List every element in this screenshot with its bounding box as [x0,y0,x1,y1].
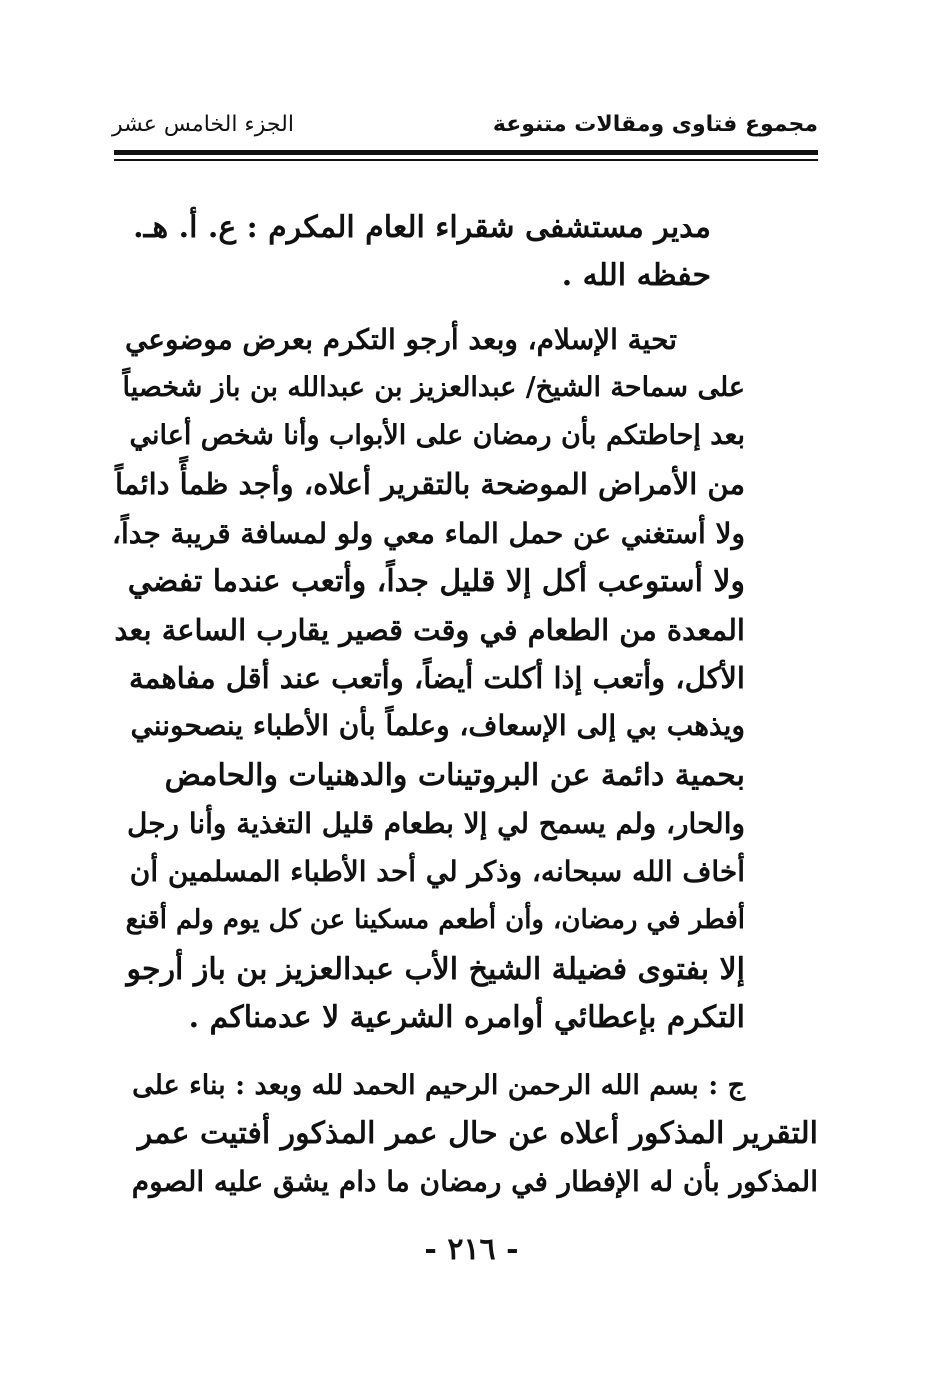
answer-line: ج : بسم الله الرحمن الرحيم الحمد لله وبعد : بناء على [132,1070,745,1101]
question-line: بحمية دائمة عن البروتينات والدهنيات والحامض [164,758,745,793]
question-line: والحار، ولم يسمح لي إلا بطعام قليل التغذية وأنا رجل [127,807,745,840]
header-rule-thick [114,150,818,155]
question-line: ولا أستوعب أكل إلا قليل جداً، وأتعب عندما تفضي [127,564,745,599]
question-line: الأكل، وأتعب إذا أكلت أيضاً، وأتعب عند أقل مفاهمة [129,661,745,695]
question-line: إلا بفتوى فضيلة الشيخ الأب عبدالعزيز بن باز أرجو [126,952,745,987]
question-line: ويذهب بي إلى الإسعاف، وعلماً بأن الأطباء ينصحونني [130,709,745,742]
addressee-line: حفظه الله . [561,258,711,293]
question-line: التكرم بإعطائي أوامره الشرعية لا عدمناكم . [188,1000,745,1035]
answer-line: المذكور بأن له الإفطار في رمضان ما دام يشق عليه الصوم [131,1165,818,1198]
header-rule-thin [114,159,818,161]
question-line: أفطر في رمضان، وأن أطعم مسكينا عن كل يوم ولم أقنع [125,905,745,935]
question-line: المعدة من الطعام في وقت قصير يقارب الساعة بعد [114,613,745,647]
question-line: ولا أستغني عن حمل الماء معي ولو لمسافة قريبة جداً، [111,517,745,550]
running-header [112,112,818,146]
volume-label: الجزء الخامس عشر [112,112,294,137]
question-line: تحية الإسلام، وبعد أرجو التكرم بعرض موضوعي [124,323,677,356]
question-line: من الأمراض الموضحة بالتقرير أعلاه، وأجد ظمأً دائماً [114,467,745,501]
question-line: بعد إحاطتكم بأن رمضان على الأبواب وأنا شخص أعاني [129,420,745,451]
answer-line: التقرير المذكور أعلاه عن حال عمر المذكور أفتيت عمر [137,1116,818,1151]
page-number: - ٢١٦ - [424,1232,519,1267]
question-line: على سماحة الشيخ/ عبدالعزيز بن عبدالله بن باز شخصياً [122,372,745,403]
question-line: أخاف الله سبحانه، وذكر لي أحد الأطباء المسلمين أن [129,855,745,888]
book-title: مجموع فتاوى ومقالات متنوعة [492,112,818,137]
addressee-line: مدير مستشفى شقراء العام المكرم : ع. أ. هـ. [133,210,711,245]
